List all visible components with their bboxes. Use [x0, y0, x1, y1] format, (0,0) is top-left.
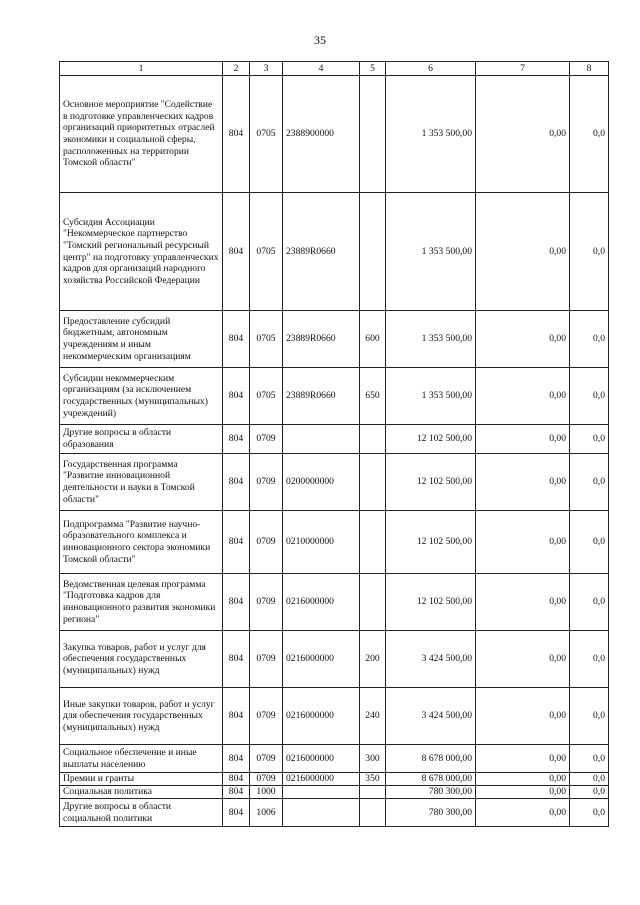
cell-col7: 0,00 [476, 76, 570, 193]
cell-amount: 12 102 500,00 [386, 574, 476, 631]
table-row [60, 688, 609, 745]
cell-col7: 0,00 [476, 511, 570, 574]
cell-ministry: 804 [223, 311, 250, 368]
cell-ministry: 804 [223, 773, 250, 786]
budget-table [59, 61, 609, 827]
cell-ministry: 804 [223, 688, 250, 745]
cell-col7: 0,00 [476, 745, 570, 773]
column-header: 3 [250, 62, 283, 76]
cell-col7: 0,00 [476, 311, 570, 368]
cell-expense-type [360, 76, 386, 193]
cell-expense-type: 650 [360, 368, 386, 425]
cell-col8: 0,0 [570, 688, 609, 745]
cell-col8: 0,0 [570, 631, 609, 688]
row-name: Ведомственная целевая программа "Подготовка кадров для инновационного развития экономики региона" [60, 574, 223, 631]
cell-col8: 0,0 [570, 425, 609, 454]
row-name: Государственная программа "Развитие инновационной деятельности и науки в Томской области" [60, 454, 223, 511]
cell-expense-type [360, 799, 386, 827]
cell-expense-type: 240 [360, 688, 386, 745]
page-number: 35 [314, 33, 326, 47]
cell-col8: 0,0 [570, 76, 609, 193]
table-row [60, 368, 609, 425]
table-row [60, 511, 609, 574]
cell-target-article: 0216000000 [283, 631, 360, 688]
cell-section: 0709 [250, 631, 283, 688]
row-name: Социальное обеспечение и иные выплаты населению [60, 745, 223, 773]
table-row [60, 786, 609, 799]
cell-amount: 8 678 000,00 [386, 745, 476, 773]
cell-expense-type [360, 574, 386, 631]
row-name: Социальная политика [60, 786, 223, 799]
table-row [60, 773, 609, 786]
cell-section: 0705 [250, 368, 283, 425]
cell-section: 0709 [250, 425, 283, 454]
cell-col7: 0,00 [476, 368, 570, 425]
row-name: Основное мероприятие "Содействие в подготовке управленческих кадров организаций приоритетных отраслей экономики и социальной сферы, расположенных на территории Томской области" [60, 76, 223, 193]
cell-col8: 0,0 [570, 745, 609, 773]
cell-section: 1000 [250, 786, 283, 799]
cell-ministry: 804 [223, 368, 250, 425]
cell-target-article: 0216000000 [283, 773, 360, 786]
cell-section: 0709 [250, 745, 283, 773]
cell-target-article: 2388900000 [283, 76, 360, 193]
column-header: 1 [60, 62, 223, 76]
cell-ministry: 804 [223, 511, 250, 574]
cell-ministry: 804 [223, 631, 250, 688]
table-row [60, 574, 609, 631]
cell-amount: 1 353 500,00 [386, 311, 476, 368]
cell-expense-type [360, 511, 386, 574]
cell-col8: 0,0 [570, 311, 609, 368]
cell-ministry: 804 [223, 76, 250, 193]
cell-col7: 0,00 [476, 773, 570, 786]
cell-target-article: 23889R0660 [283, 368, 360, 425]
cell-col8: 0,0 [570, 773, 609, 786]
column-header: 2 [223, 62, 250, 76]
cell-expense-type: 350 [360, 773, 386, 786]
cell-col7: 0,00 [476, 786, 570, 799]
row-name: Иные закупки товаров, работ и услуг для обеспечения государственных (муниципальных) нужд [60, 688, 223, 745]
cell-section: 0709 [250, 454, 283, 511]
cell-section: 1006 [250, 799, 283, 827]
cell-amount: 12 102 500,00 [386, 511, 476, 574]
row-name: Субсидии некоммерческим организациям (за исключением государственных (муниципальных) учреждений) [60, 368, 223, 425]
cell-target-article: 0200000000 [283, 454, 360, 511]
cell-ministry: 804 [223, 454, 250, 511]
row-name: Подпрограмма "Развитие научно-образовательного комплекса и инновационного сектора экономики Томской области" [60, 511, 223, 574]
cell-target-article: 23889R0660 [283, 311, 360, 368]
cell-col8: 0,0 [570, 799, 609, 827]
table-row [60, 311, 609, 368]
cell-amount: 1 353 500,00 [386, 76, 476, 193]
column-header: 7 [476, 62, 570, 76]
cell-expense-type: 300 [360, 745, 386, 773]
table-row [60, 745, 609, 773]
cell-section: 0709 [250, 773, 283, 786]
cell-section: 0705 [250, 76, 283, 193]
column-header: 6 [386, 62, 476, 76]
cell-ministry: 804 [223, 193, 250, 311]
row-name: Другие вопросы в области социальной политики [60, 799, 223, 827]
row-name: Премии и гранты [60, 773, 223, 786]
cell-amount: 3 424 500,00 [386, 688, 476, 745]
cell-col7: 0,00 [476, 799, 570, 827]
cell-section: 0709 [250, 511, 283, 574]
cell-col7: 0,00 [476, 425, 570, 454]
cell-amount: 12 102 500,00 [386, 454, 476, 511]
cell-expense-type [360, 454, 386, 511]
table-row [60, 454, 609, 511]
cell-col7: 0,00 [476, 631, 570, 688]
cell-col7: 0,00 [476, 574, 570, 631]
cell-amount: 3 424 500,00 [386, 631, 476, 688]
cell-expense-type: 200 [360, 631, 386, 688]
cell-col8: 0,0 [570, 511, 609, 574]
row-name: Субсидия Ассоциации "Некоммерческое партнерство "Томский региональный ресурсный центр" на подготовку управленческих кадров для организаций народного хозяйства Российской Федерации [60, 193, 223, 311]
cell-col8: 0,0 [570, 574, 609, 631]
header-row [60, 62, 609, 76]
row-name: Закупка товаров, работ и услуг для обеспечения государственных (муниципальных) нужд [60, 631, 223, 688]
column-header: 5 [360, 62, 386, 76]
cell-amount: 780 300,00 [386, 786, 476, 799]
row-name: Другие вопросы в области образования [60, 425, 223, 454]
cell-amount: 8 678 000,00 [386, 773, 476, 786]
row-name: Предоставление субсидий бюджетным, автономным учреждениям и иным некоммерческим организациям [60, 311, 223, 368]
cell-amount: 780 300,00 [386, 799, 476, 827]
cell-target-article: 0216000000 [283, 745, 360, 773]
cell-section: 0705 [250, 193, 283, 311]
table-row [60, 425, 609, 454]
cell-col7: 0,00 [476, 193, 570, 311]
cell-col8: 0,0 [570, 786, 609, 799]
cell-col7: 0,00 [476, 688, 570, 745]
cell-expense-type [360, 786, 386, 799]
cell-expense-type [360, 193, 386, 311]
cell-amount: 1 353 500,00 [386, 193, 476, 311]
cell-col8: 0,0 [570, 454, 609, 511]
cell-expense-type [360, 425, 386, 454]
table-row [60, 193, 609, 311]
cell-target-article [283, 799, 360, 827]
column-header: 4 [283, 62, 360, 76]
cell-target-article [283, 425, 360, 454]
table-row [60, 76, 609, 193]
cell-col8: 0,0 [570, 193, 609, 311]
cell-ministry: 804 [223, 799, 250, 827]
cell-col8: 0,0 [570, 368, 609, 425]
cell-target-article: 0210000000 [283, 511, 360, 574]
column-header: 8 [570, 62, 609, 76]
cell-ministry: 804 [223, 425, 250, 454]
cell-section: 0709 [250, 688, 283, 745]
cell-expense-type: 600 [360, 311, 386, 368]
cell-amount: 1 353 500,00 [386, 368, 476, 425]
cell-target-article: 23889R0660 [283, 193, 360, 311]
cell-ministry: 804 [223, 574, 250, 631]
table-row [60, 631, 609, 688]
cell-ministry: 804 [223, 786, 250, 799]
cell-section: 0705 [250, 311, 283, 368]
cell-target-article [283, 786, 360, 799]
cell-amount: 12 102 500,00 [386, 425, 476, 454]
cell-target-article: 0216000000 [283, 574, 360, 631]
table-row [60, 799, 609, 827]
cell-target-article: 0216000000 [283, 688, 360, 745]
cell-ministry: 804 [223, 745, 250, 773]
cell-section: 0709 [250, 574, 283, 631]
cell-col7: 0,00 [476, 454, 570, 511]
